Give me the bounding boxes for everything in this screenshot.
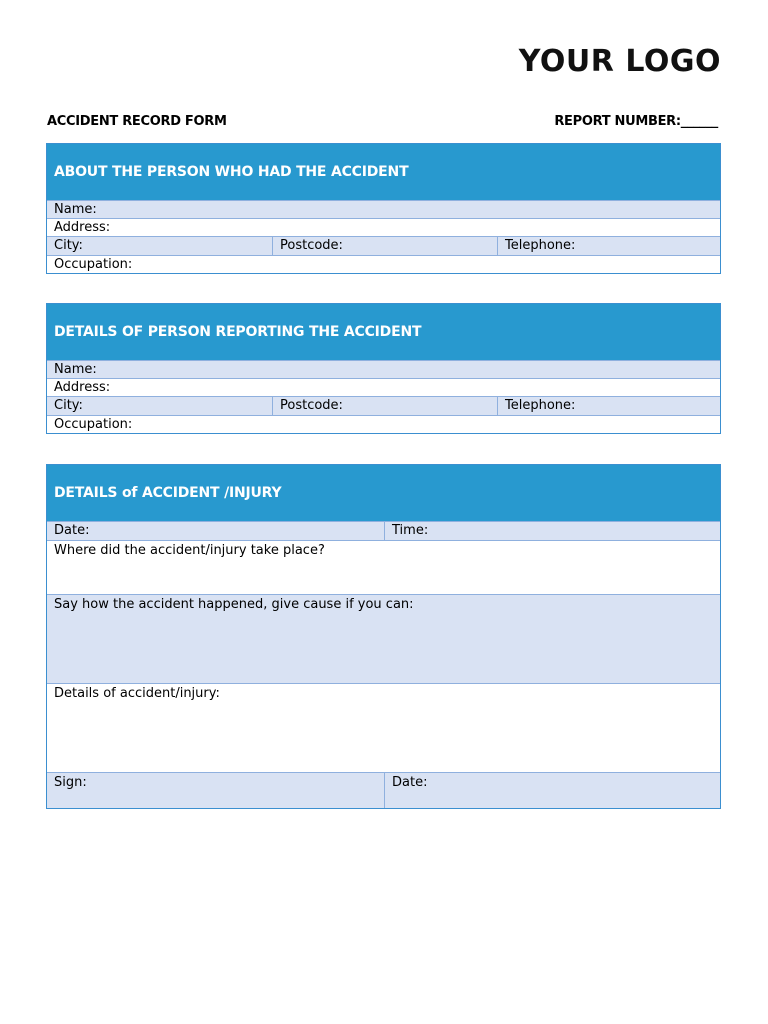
section-person-injured: [46, 143, 721, 274]
occupation-row[interactable]: [47, 415, 720, 433]
occupation-label: Occupation:: [54, 417, 133, 432]
name-row[interactable]: [47, 360, 720, 378]
occupation-row[interactable]: [47, 255, 720, 273]
time-field[interactable]: Time:: [384, 522, 720, 540]
city-field[interactable]: City:: [54, 398, 83, 413]
injury-details-label: Details of accident/injury:: [54, 686, 220, 701]
address-label: Address:: [54, 380, 111, 395]
city-postcode-telephone-row: [47, 396, 720, 415]
city-postcode-telephone-row: [47, 236, 720, 255]
form-title: ACCIDENT RECORD FORM: [47, 114, 227, 129]
section-accident-details: [46, 464, 721, 809]
location-row[interactable]: [47, 540, 720, 594]
name-label: Name:: [54, 362, 97, 377]
address-label: Address:: [54, 220, 111, 235]
postcode-field[interactable]: Postcode:: [272, 397, 497, 415]
report-number-field[interactable]: REPORT NUMBER:______: [554, 114, 718, 129]
postcode-field[interactable]: Postcode:: [272, 237, 497, 255]
location-label: Where did the accident/injury take place?: [54, 543, 325, 558]
injury-details-row[interactable]: [47, 683, 720, 772]
city-field[interactable]: City:: [54, 238, 83, 253]
cause-row[interactable]: [47, 594, 720, 683]
sign-date-field[interactable]: Date:: [384, 773, 720, 808]
section-person-reporting: [46, 303, 721, 434]
section-title: DETAILS OF PERSON REPORTING THE ACCIDENT: [47, 304, 720, 360]
occupation-label: Occupation:: [54, 257, 133, 272]
telephone-field[interactable]: Telephone:: [497, 397, 720, 415]
address-row[interactable]: [47, 218, 720, 236]
cause-label: Say how the accident happened, give cause if you can:: [54, 597, 414, 612]
name-label: Name:: [54, 202, 97, 217]
section-title: ABOUT THE PERSON WHO HAD THE ACCIDENT: [47, 144, 720, 200]
section-title: DETAILS of ACCIDENT /INJURY: [47, 465, 720, 521]
address-row[interactable]: [47, 378, 720, 396]
logo: YOUR LOGO: [518, 44, 721, 79]
name-row[interactable]: [47, 200, 720, 218]
sign-field[interactable]: Sign:: [54, 775, 87, 790]
date-time-row: [47, 521, 720, 540]
telephone-field[interactable]: Telephone:: [497, 237, 720, 255]
sign-date-row: [47, 772, 720, 808]
date-field[interactable]: Date:: [54, 523, 90, 538]
